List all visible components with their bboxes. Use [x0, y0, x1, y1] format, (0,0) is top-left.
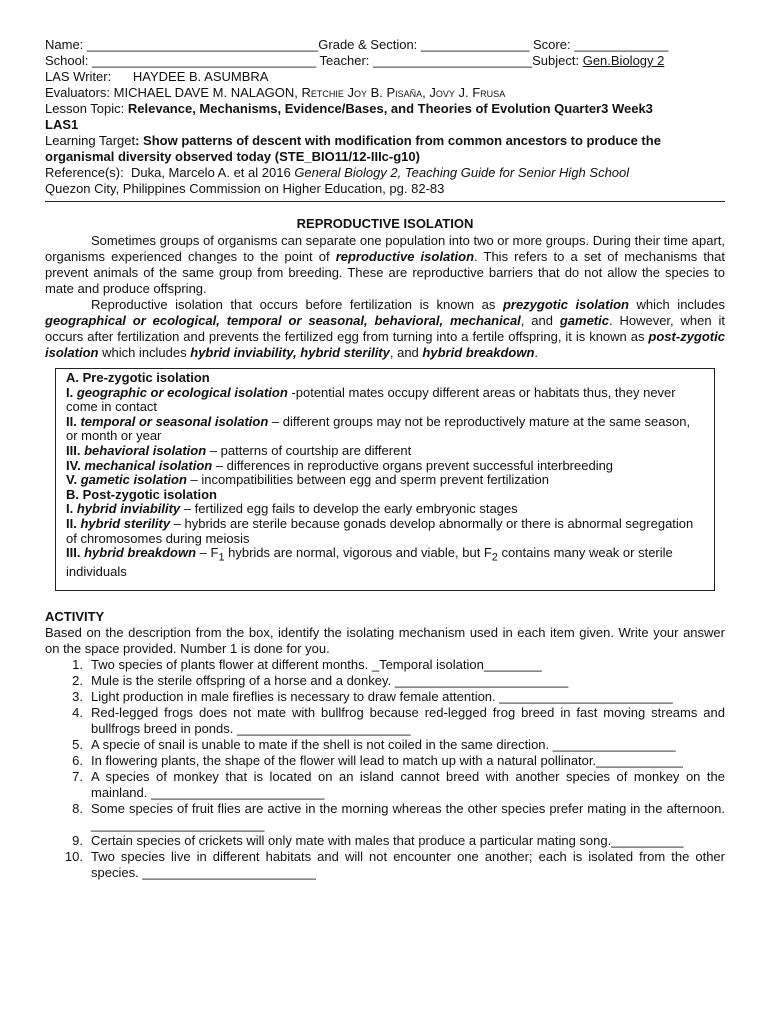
box-num: IV. [66, 457, 81, 473]
paragraph-2 [45, 297, 725, 361]
box-term: temporal or seasonal isolation [80, 413, 269, 429]
box-desc: – differences in reproductive organs prevent successful interbreeding [215, 457, 614, 473]
p2-term-prezygotic: prezygotic isolation [502, 297, 629, 312]
header-row-school [45, 53, 725, 69]
box-term: behavioral isolation [84, 442, 207, 458]
p2-text-e: which includes [102, 345, 187, 360]
subject-label: Subject: [532, 53, 580, 68]
score-field[interactable]: _____________ [574, 37, 669, 52]
activity-item-number: 1. [72, 656, 83, 672]
lesson-label: Lesson Topic: [45, 101, 125, 116]
name-label: Name: [45, 37, 84, 52]
activity-item[interactable] [45, 801, 725, 833]
paragraph-1 [45, 233, 725, 297]
activity-list [45, 657, 725, 881]
grade-label: Grade & Section: [318, 37, 418, 52]
activity-item-number: 5. [72, 736, 83, 752]
section-title: REPRODUCTIVE ISOLATION [296, 216, 474, 231]
box-item-geographic [66, 386, 704, 415]
activity-item-text[interactable]: Two species live in different habitats and will not encounter one another; each is isolated from the other species. ________________________ [91, 848, 725, 880]
teacher-field[interactable]: ______________________ [373, 53, 533, 68]
box-desc: – patterns of courtship are different [209, 442, 412, 458]
box-item-inviability [66, 502, 704, 517]
subject-value: Gen.Biology 2 [582, 53, 665, 68]
activity-item[interactable] [45, 753, 725, 769]
evaluators-value-1: MICHAEL DAVE M. NALAGON, R [113, 85, 311, 100]
activity-item-number: 8. [72, 800, 83, 816]
subscript: 2 [491, 551, 498, 564]
p2-term-postzygotic: post-zygotic isolation [45, 329, 725, 360]
box-term: gametic isolation [80, 472, 187, 488]
header-row-name [45, 37, 725, 53]
lesson-code: LAS1 [45, 117, 79, 132]
target-label: Learning Target [45, 133, 136, 148]
reference-authors: Duka, Marcelo A. et al 2016 [130, 165, 291, 180]
header-row-reference [45, 165, 725, 181]
writer-value: HAYDEE B. ASUMBRA [132, 69, 269, 84]
box-num: V. [66, 472, 78, 488]
box-heading-postzygotic: B. Post-zygotic isolation [66, 486, 217, 502]
box-term: hybrid sterility [80, 515, 171, 531]
p2-term-types: geographical or ecological, temporal or seasonal, behavioral, mechanical [45, 313, 521, 328]
writer-label: LAS Writer: [45, 69, 112, 84]
activity-item-text[interactable]: In flowering plants, the shape of the flower will lead to match up with a natural pollinator.____________ [91, 752, 683, 768]
box-desc: contains many weak or sterile individuals [66, 545, 673, 580]
activity-item-text[interactable]: Certain species of crickets will only mate with males that produce a particular mating song.__________ [91, 832, 684, 848]
box-term: hybrid breakdown [84, 545, 197, 561]
box-num: I. [66, 501, 74, 517]
activity-item-text[interactable]: Light production in male fireflies is necessary to draw female attention. ________________________ [91, 688, 673, 704]
box-desc: – F [199, 545, 219, 561]
activity-item-text[interactable]: Mule is the sterile offspring of a horse and a donkey. ________________________ [91, 672, 569, 688]
school-field[interactable]: _______________________________ [92, 53, 317, 68]
box-desc: – different groups may not be reproductively mature at the same season, or month or year [66, 413, 691, 444]
score-label: Score: [532, 37, 571, 52]
box-item-mechanical [66, 459, 704, 474]
activity-title: ACTIVITY [45, 608, 105, 624]
box-desc: – fertilized egg fails to develop the early embryonic stages [183, 501, 518, 517]
p2-text-a: Reproductive isolation that occurs before fertilization is known as [91, 297, 496, 312]
box-num: III. [66, 545, 81, 561]
box-desc: – incompatibilities between egg and sperm prevent fertilization [190, 472, 549, 488]
reference-publisher: Quezon City, Philippines Commission on Higher Education, pg. 82-83 [45, 181, 445, 196]
activity-item[interactable] [45, 689, 725, 705]
activity-item-number: 6. [72, 752, 83, 768]
lesson-value: Relevance, Mechanisms, Evidence/Bases, and Theories of Evolution Quarter3 Week3 [127, 101, 653, 116]
header-row-lesson [45, 101, 725, 117]
box-term: geographic or ecological isolation [76, 384, 288, 400]
evaluators-label: Evaluators: [45, 85, 111, 100]
box-num: II. [66, 413, 77, 429]
header-row-evaluators [45, 85, 725, 101]
p2-text-d: . However, when it occurs after fertilization and prevents the fertilized egg from turning into a fertile offspring, it is known as [45, 313, 725, 344]
box-num: II. [66, 515, 77, 531]
activity-instructions: Based on the description from the box, identify the isolating mechanism used in each item given. Write your answer on the space provided. Number 1 is done for you. [45, 624, 725, 656]
activity-item-text[interactable]: Some species of fruit flies are active in the morning whereas the other species prefer mating in the afternoon. ________________________ [91, 800, 725, 832]
box-item-breakdown [66, 546, 704, 580]
box-item-gametic [66, 473, 704, 488]
box-desc: -potential mates occupy different areas or habitats thus, they never come in contact [66, 384, 676, 415]
evaluators-value-2: etchie Joy B. Pisaña, Jovy J. Frusa [310, 85, 506, 100]
activity-item-number: 7. [72, 768, 83, 784]
activity-item[interactable] [45, 673, 725, 689]
box-term: mechanical isolation [84, 457, 213, 473]
name-field[interactable]: ________________________________ [86, 37, 319, 52]
p1-text-a: Sometimes groups of organisms can separate one population into two or more groups. During their time apart, organisms experienced changes to the point of [45, 233, 725, 264]
box-heading-prezygotic: A. Pre-zygotic isolation [66, 370, 210, 385]
activity-item[interactable] [45, 849, 725, 881]
p2-term-gametic: gametic [559, 313, 609, 328]
grade-field[interactable]: _______________ [420, 37, 530, 52]
reference-label: Reference(s): [45, 165, 124, 180]
box-item-temporal [66, 415, 704, 444]
target-value: : Show patterns of descent with modification from common ancestors to produce the organismal diversity observed today (STE_BIO11/12-IIIc-g10) [45, 133, 661, 164]
box-num: I. [66, 384, 74, 400]
p2-term-hybrid: hybrid inviability, hybrid sterility [190, 345, 390, 360]
p2-text-g: . [534, 345, 539, 360]
box-item-behavioral [66, 444, 704, 459]
subscript: 1 [218, 551, 225, 564]
activity-item-text[interactable]: Red-legged frogs does not mate with bullfrog because red-legged frog breed in fast moving streams and bullfrogs breed in ponds. ________________________ [91, 704, 725, 736]
box-term: hybrid inviability [76, 501, 181, 517]
p1-text-b: . This refers to a set of mechanisms that prevent animals of the same group from breeding. These are reproductive barriers that do not allow the species to mate and produce offspring. [45, 249, 725, 296]
activity-item-number: 3. [72, 688, 83, 704]
activity-item[interactable] [45, 833, 725, 849]
school-label: School: [45, 53, 89, 68]
activity-item[interactable] [45, 737, 725, 753]
activity-item-number: 2. [72, 672, 83, 688]
activity-item-number: 9. [72, 832, 83, 848]
activity-item-number: 4. [72, 704, 83, 720]
box-item-sterility [66, 517, 704, 546]
header-row-target [45, 133, 725, 165]
p2-text-c: , and [520, 313, 553, 328]
reference-title: General Biology 2, Teaching Guide for Senior High School [294, 165, 630, 180]
p2-term-breakdown: hybrid breakdown [422, 345, 535, 360]
box-num: III. [66, 442, 81, 458]
box-desc: – hybrids are sterile because gonads develop abnormally or there is abnormal segregation of chromosomes during meiosis [66, 515, 694, 546]
teacher-label: Teacher: [319, 53, 370, 68]
worksheet-page [45, 37, 725, 881]
header-divider [45, 201, 725, 202]
activity-item-text[interactable]: A specie of snail is unable to mate if the shell is not coiled in the same direction. _________________ [91, 736, 676, 752]
isolation-summary-box [55, 368, 715, 591]
box-desc: hybrids are normal, vigorous and viable, but F [228, 545, 492, 561]
p1-term: reproductive isolation [335, 249, 475, 264]
activity-item[interactable] [45, 705, 725, 737]
activity-item[interactable] [45, 657, 725, 673]
activity-item[interactable] [45, 769, 725, 801]
activity-item-number: 10. [64, 848, 83, 864]
activity-item-text[interactable]: Two species of plants flower at different months. _Temporal isolation________ [91, 656, 542, 672]
p2-text-b: which includes [636, 297, 725, 312]
p2-text-f: , and [389, 345, 419, 360]
header-row-writer [45, 69, 725, 85]
activity-item-text[interactable]: A species of monkey that is located on an island cannot breed with another species of monkey on the mainland. ________________________ [91, 768, 725, 800]
